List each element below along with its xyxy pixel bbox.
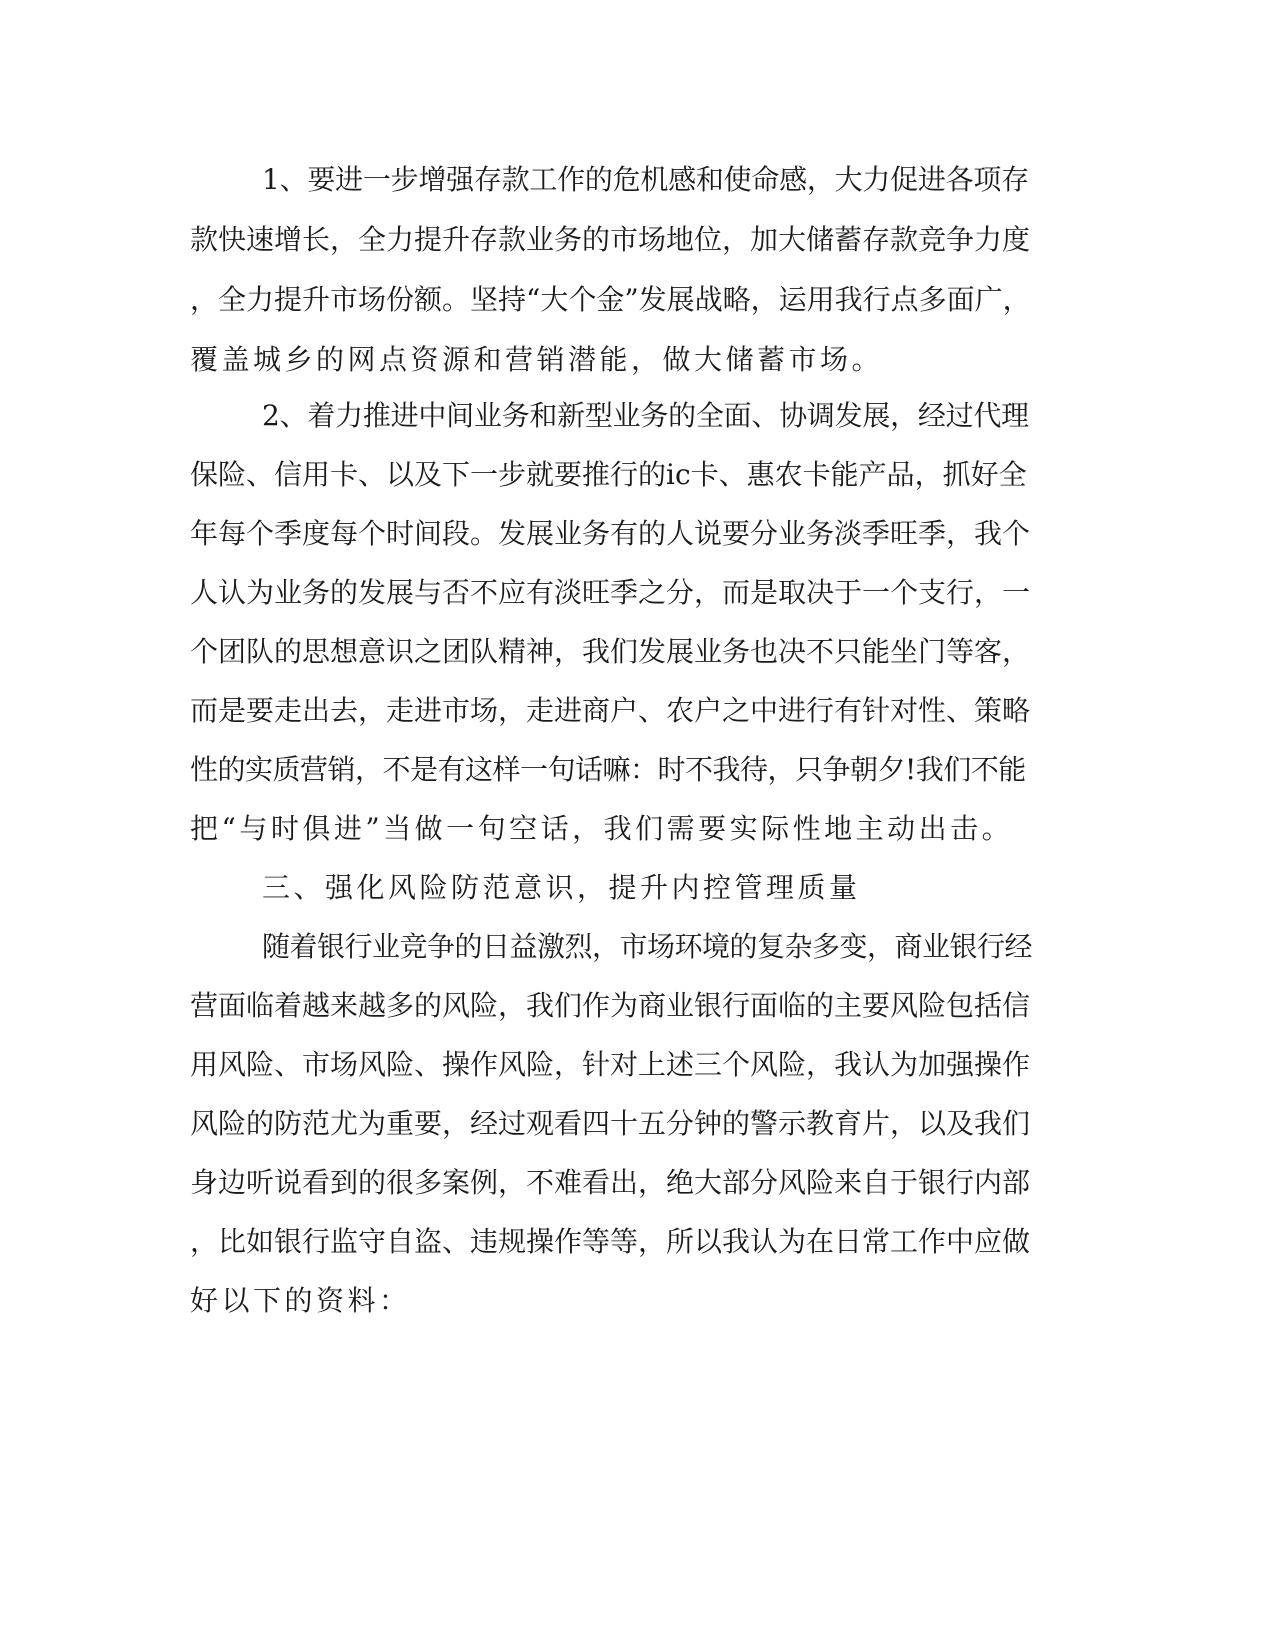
paragraph-3-line-4: 风险的防范尤为重要，经过观看四十五分钟的警示教育片，以及我们 [190,1107,1031,1140]
paragraph-2-line-8: 把“与时俱进”当做一句空话，我们需要实际性地主动出击。 [190,812,1014,845]
paragraph-2-line-6: 而是要走出去，走进市场，走进商户、农户之中进行有针对性、策略 [190,694,1031,727]
paragraph-3-line-2: 营面临着越来越多的风险，我们作为商业银行面临的主要风险包括信 [190,989,1031,1022]
paragraph-3-line-7: 好以下的资料： [190,1284,411,1317]
paragraph-1-line-1: 1、要进一步增强存款工作的危机感和使命感，大力促进各项存 [262,163,1029,196]
paragraph-3-line-6: ，比如银行监守自盗、违规操作等等，所以我认为在日常工作中应做 [190,1225,1031,1258]
paragraph-1-line-3: ，全力提升市场份额。坚持“大个金”发展战略，运用我行点多面广， [190,283,1031,316]
paragraph-3-line-5: 身边听说看到的很多案例，不难看出，绝大部分风险来自于银行内部 [190,1166,1031,1199]
paragraph-2-line-5: 个团队的思想意识之团队精神，我们发展业务也决不只能坐门等客， [190,635,1031,668]
paragraph-3-line-1: 随着银行业竞争的日益激烈，市场环境的复杂多变，商业银行经 [262,930,1033,963]
paragraph-1-line-4: 覆盖城乡的网点资源和营销潜能，做大储蓄市场。 [190,343,884,376]
paragraph-3-line-3: 用风险、市场风险、操作风险，针对上述三个风险，我认为加强操作 [190,1048,1031,1081]
paragraph-2-line-1: 2、着力推进中间业务和新型业务的全面、协调发展，经过代理 [262,399,1029,432]
section-heading: 三、强化风险防范意识，提升内控管理质量 [262,871,861,904]
paragraph-2-line-2: 保险、信用卡、以及下一步就要推行的ic卡、惠农卡能产品，抓好全 [190,458,1027,491]
paragraph-2-line-4: 人认为业务的发展与否不应有淡旺季之分，而是取决于一个支行，一 [190,576,1031,609]
paragraph-2-line-7: 性的实质营销，不是有这样一句话嘛：时不我待，只争朝夕!我们不能 [190,753,1026,786]
paragraph-1-line-2: 款快速增长，全力提升存款业务的市场地位，加大储蓄存款竞争力度 [190,223,1031,256]
paragraph-2-line-3: 年每个季度每个时间段。发展业务有的人说要分业务淡季旺季，我个 [190,517,1031,550]
